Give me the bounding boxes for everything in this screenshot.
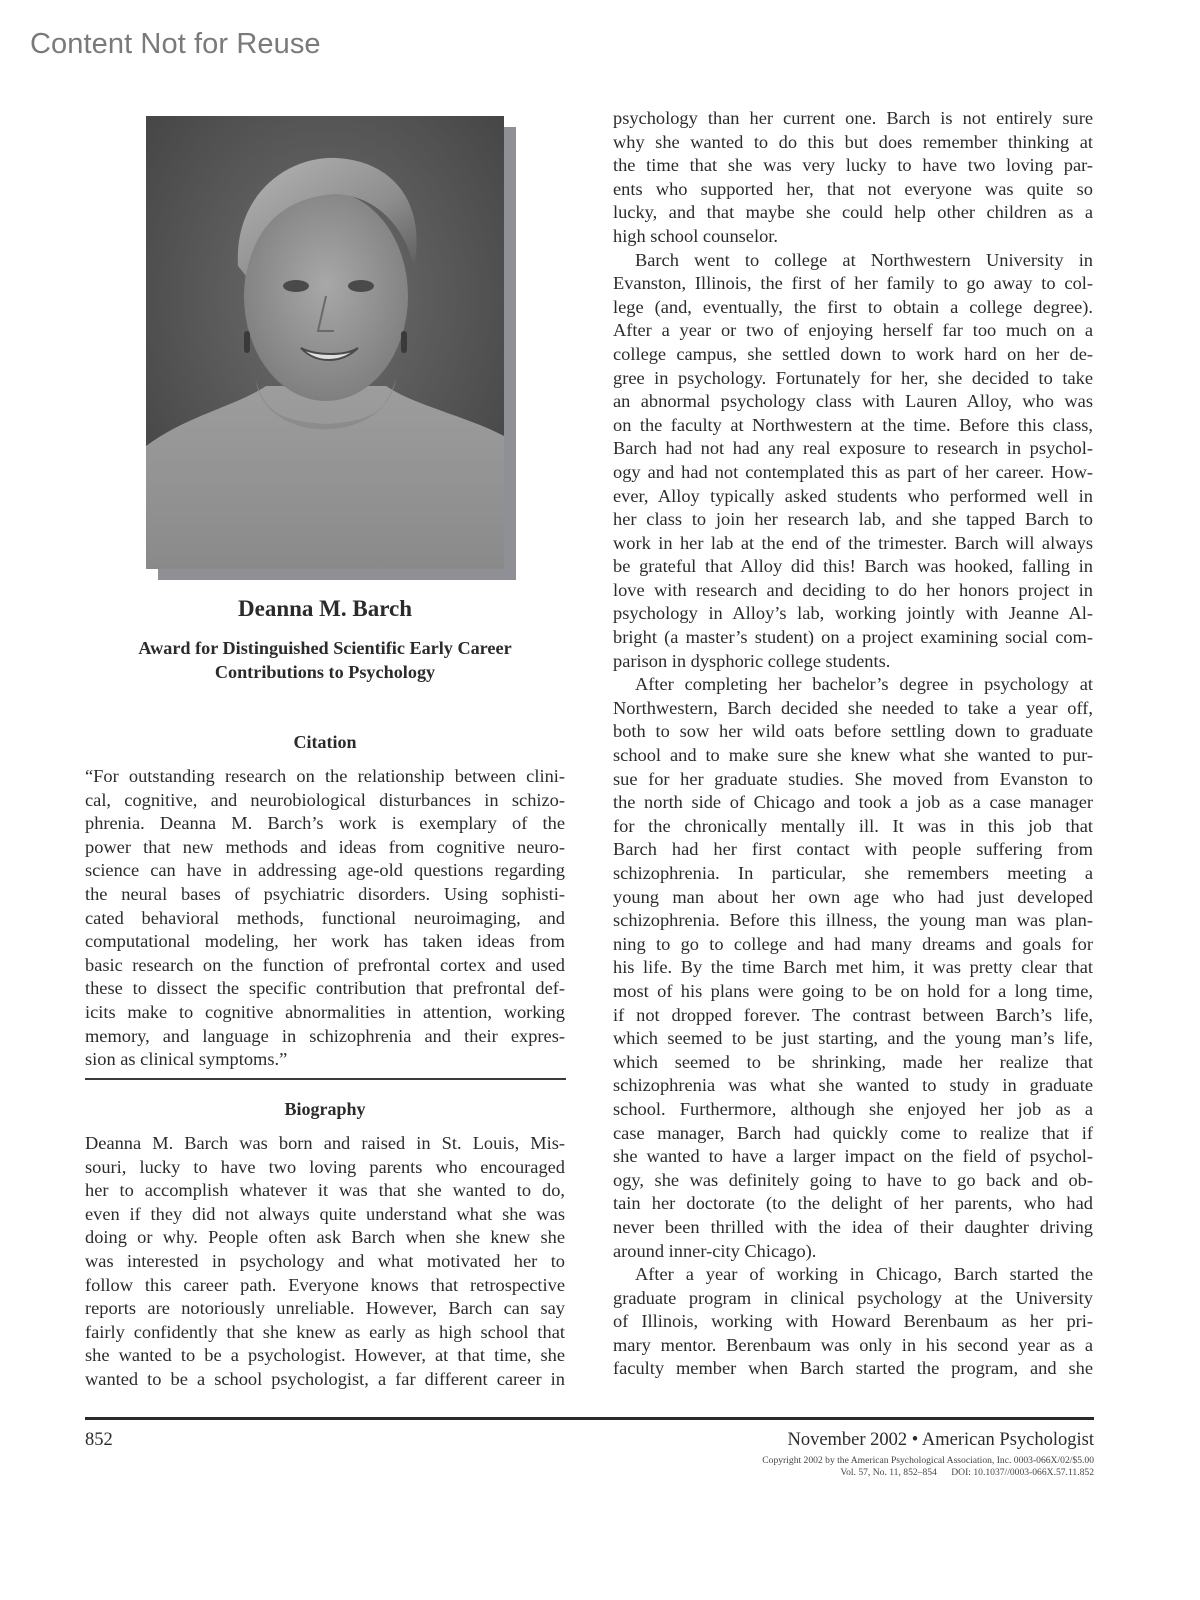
page-number: 852 <box>85 1430 113 1450</box>
text-line: schizophrenia was what she wanted to study in graduate <box>613 1075 1093 1096</box>
text-line: be grateful that Alloy did this! Barch was hooked, falling in <box>613 556 1093 577</box>
text-line: most of his plans were going to be on hold for a long time, <box>613 980 1093 1001</box>
citation-text <box>85 765 565 1072</box>
biography-heading: Biography <box>284 1099 366 1119</box>
text-line: of Illinois, working with Howard Berenbaum as her pri- <box>613 1311 1093 1332</box>
left-earring <box>244 331 250 353</box>
footer-rule <box>85 1417 1094 1420</box>
text-line: Barch went to college at Northwestern University in <box>635 249 1093 270</box>
text-line: Barch had her first contact with people suffering from <box>613 839 1093 860</box>
text-line: computational modeling, her work has taken ideas from <box>85 931 565 952</box>
text-line: these to dissect the specific contribution that prefrontal def- <box>85 978 565 999</box>
text-line: sue for her graduate studies. She moved from Evanston to <box>613 768 1093 789</box>
text-line: school and to make sure she knew what she wanted to pur- <box>613 745 1093 766</box>
text-line: his life. By the time Barch met him, it was pretty clear that <box>613 957 1093 978</box>
text-line: lege (and, eventually, the first to obtain a college degree). <box>613 296 1093 317</box>
text-line: ever, Alloy typically asked students who performed well in <box>613 485 1093 506</box>
text-line: work in her lab at the end of the trimester. Barch will always <box>613 532 1093 553</box>
text-line: love with research and deciding to do her honors project in <box>613 579 1093 600</box>
text-line: ents who supported her, that not everyone was quite so <box>613 178 1093 199</box>
text-line: souri, lucky to have two loving parents who encouraged <box>85 1156 565 1177</box>
portrait-illustration <box>146 116 504 569</box>
text-line: an abnormal psychology class with Lauren Alloy, who was <box>613 391 1093 412</box>
text-line: the north side of Chicago and took a job as a case manager <box>613 792 1093 813</box>
text-line: the time that she was very lucky to have two loving par- <box>613 155 1093 176</box>
text-line: After a year of working in Chicago, Barch started the <box>635 1264 1093 1285</box>
text-line: cal, cognitive, and neurobiological disturbances in schizo- <box>85 789 565 810</box>
text-line: graduate program in clinical psychology at the University <box>613 1287 1093 1308</box>
text-line: lucky, and that maybe she could help other children as a <box>613 202 1093 223</box>
text-line: even if they did not always quite understand what she was <box>85 1203 565 1224</box>
right-earring <box>401 331 407 353</box>
text-line: mary mentor. Berenbaum was only in his second year as a <box>613 1334 1093 1355</box>
text-line: gree in psychology. Fortunately for her, she decided to take <box>613 367 1093 388</box>
text-line: follow this career path. Everyone knows that retrospective <box>85 1274 565 1295</box>
text-line: tain her doctorate (to the delight of her parents, who had <box>613 1193 1093 1214</box>
awardee-name: Deanna M. Barch <box>238 596 412 621</box>
text-line: schizophrenia. In particular, she remembers meeting a <box>613 863 1093 883</box>
text-line: college campus, she settled down to work hard on her de- <box>613 343 1093 364</box>
text-line: faculty member when Barch started the program, and she <box>613 1358 1093 1379</box>
text-line: After completing her bachelor’s degree in psychology at <box>635 674 1093 695</box>
right-eye <box>348 280 374 292</box>
text-line: basic research on the function of prefrontal cortex and used <box>85 954 565 975</box>
section-divider <box>85 1078 566 1080</box>
text-line: wanted to be a school psychologist, a far different career in <box>85 1368 565 1389</box>
text-line: ogy, she was definitely going to have to go back and ob- <box>613 1169 1093 1190</box>
text-line: psychology in Alloy’s lab, working jointly with Jeanne Al- <box>613 603 1093 624</box>
citation-heading: Citation <box>293 732 357 752</box>
text-line: the neural bases of psychiatric disorders. Using sophisti- <box>85 883 565 904</box>
text-line: which seemed to be shrinking, made her realize that <box>613 1051 1093 1072</box>
biography-text-left <box>85 1132 565 1392</box>
text-line: never been thrilled with the idea of their daughter driving <box>613 1216 1093 1237</box>
text-line: psychology than her current one. Barch is not entirely sure <box>613 108 1093 128</box>
text-line: doing or why. People often ask Barch when she knew she <box>85 1227 565 1248</box>
text-line: around inner-city Chicago). <box>613 1240 817 1261</box>
text-line: her class to join her research lab, and she tapped Barch to <box>613 509 1093 530</box>
text-line: Barch had not had any real exposure to research in psychol- <box>613 438 1093 459</box>
text-line: for the chronically mentally ill. It was in this job that <box>613 815 1093 836</box>
text-line: case manager, Barch had quickly come to realize that if <box>613 1122 1093 1143</box>
text-line: why she wanted to do this but does remember thinking at <box>613 131 1093 152</box>
left-eye <box>283 280 309 292</box>
award-title <box>85 636 565 684</box>
text-line: her to accomplish whatever it was that she wanted to do, <box>85 1180 565 1201</box>
award-title-line-2: Contributions to Psychology <box>214 662 436 682</box>
text-line: Deanna M. Barch was born and raised in St. Louis, Mis- <box>85 1133 565 1153</box>
text-line: which seemed to be just starting, and the young man’s life, <box>613 1028 1093 1049</box>
text-line: power that new methods and ideas from cognitive neuro- <box>85 836 565 857</box>
text-line: sion as clinical symptoms.” <box>85 1049 288 1070</box>
text-line: memory, and language in schizophrenia and their expres- <box>85 1025 565 1046</box>
watermark: Content Not for Reuse <box>30 28 321 60</box>
text-line: Evanston, Illinois, the first of her family to go away to col- <box>613 273 1093 294</box>
copyright-line: Copyright 2002 by the American Psychological Association, Inc. 0003-066X/02/$5.00 <box>762 1455 1094 1466</box>
text-line: was interested in psychology and what motivated her to <box>85 1250 565 1271</box>
text-line: if not dropped forever. The contrast between Barch’s life, <box>613 1004 1093 1025</box>
portrait-photo <box>146 116 504 569</box>
copyright-notice <box>762 1455 1094 1478</box>
text-line: she wanted to have a larger impact on the field of psychol- <box>613 1146 1093 1167</box>
volume-doi-line: Vol. 57, No. 11, 852–854 DOI: 10.1037//0003-066X.57.11.852 <box>840 1466 1094 1478</box>
text-line: After a year or two of enjoying herself far too much on a <box>613 320 1093 341</box>
text-line: ogy and had not contemplated this as part of her career. How- <box>613 461 1093 482</box>
text-line: on the faculty at Northwestern at the time. Before this class, <box>613 414 1093 435</box>
text-line: “For outstanding research on the relationship between clini- <box>85 766 565 786</box>
text-line: parison in dysphoric college students. <box>613 650 891 671</box>
text-line: schizophrenia. Before this illness, the young man was plan- <box>613 910 1093 931</box>
biography-text-right <box>613 107 1093 1381</box>
text-line: both to sow her wild oats before settling down to graduate <box>613 721 1093 742</box>
text-line: school. Furthermore, although she enjoyed her job as a <box>613 1098 1093 1119</box>
text-line: Northwestern, Barch decided she needed to take a year off, <box>613 697 1093 718</box>
journal-issue: November 2002 • American Psychologist <box>787 1430 1094 1450</box>
text-line: cated behavioral methods, functional neuroimaging, and <box>85 907 565 928</box>
text-line: icits make to cognitive abnormalities in attention, working <box>85 1001 565 1022</box>
text-line: bright (a master’s student) on a project examining social com- <box>613 627 1093 648</box>
text-line: high school counselor. <box>613 225 778 246</box>
text-line: ning to go to college and had many dreams and goals for <box>613 933 1093 954</box>
text-line: science can have in addressing age-old questions regarding <box>85 860 565 881</box>
text-line: phrenia. Deanna M. Barch’s work is exemplary of the <box>85 813 565 834</box>
text-line: young man about her own age who had just developed <box>613 886 1093 907</box>
text-line: fairly confidently that she knew as early as high school that <box>85 1321 565 1342</box>
portrait-figure <box>146 116 504 569</box>
award-title-line-1: Award for Distinguished Scientific Early Career <box>138 638 512 658</box>
text-line: reports are notoriously unreliable. However, Barch can say <box>85 1298 565 1319</box>
text-line: she wanted to be a psychologist. However, at that time, she <box>85 1345 565 1366</box>
